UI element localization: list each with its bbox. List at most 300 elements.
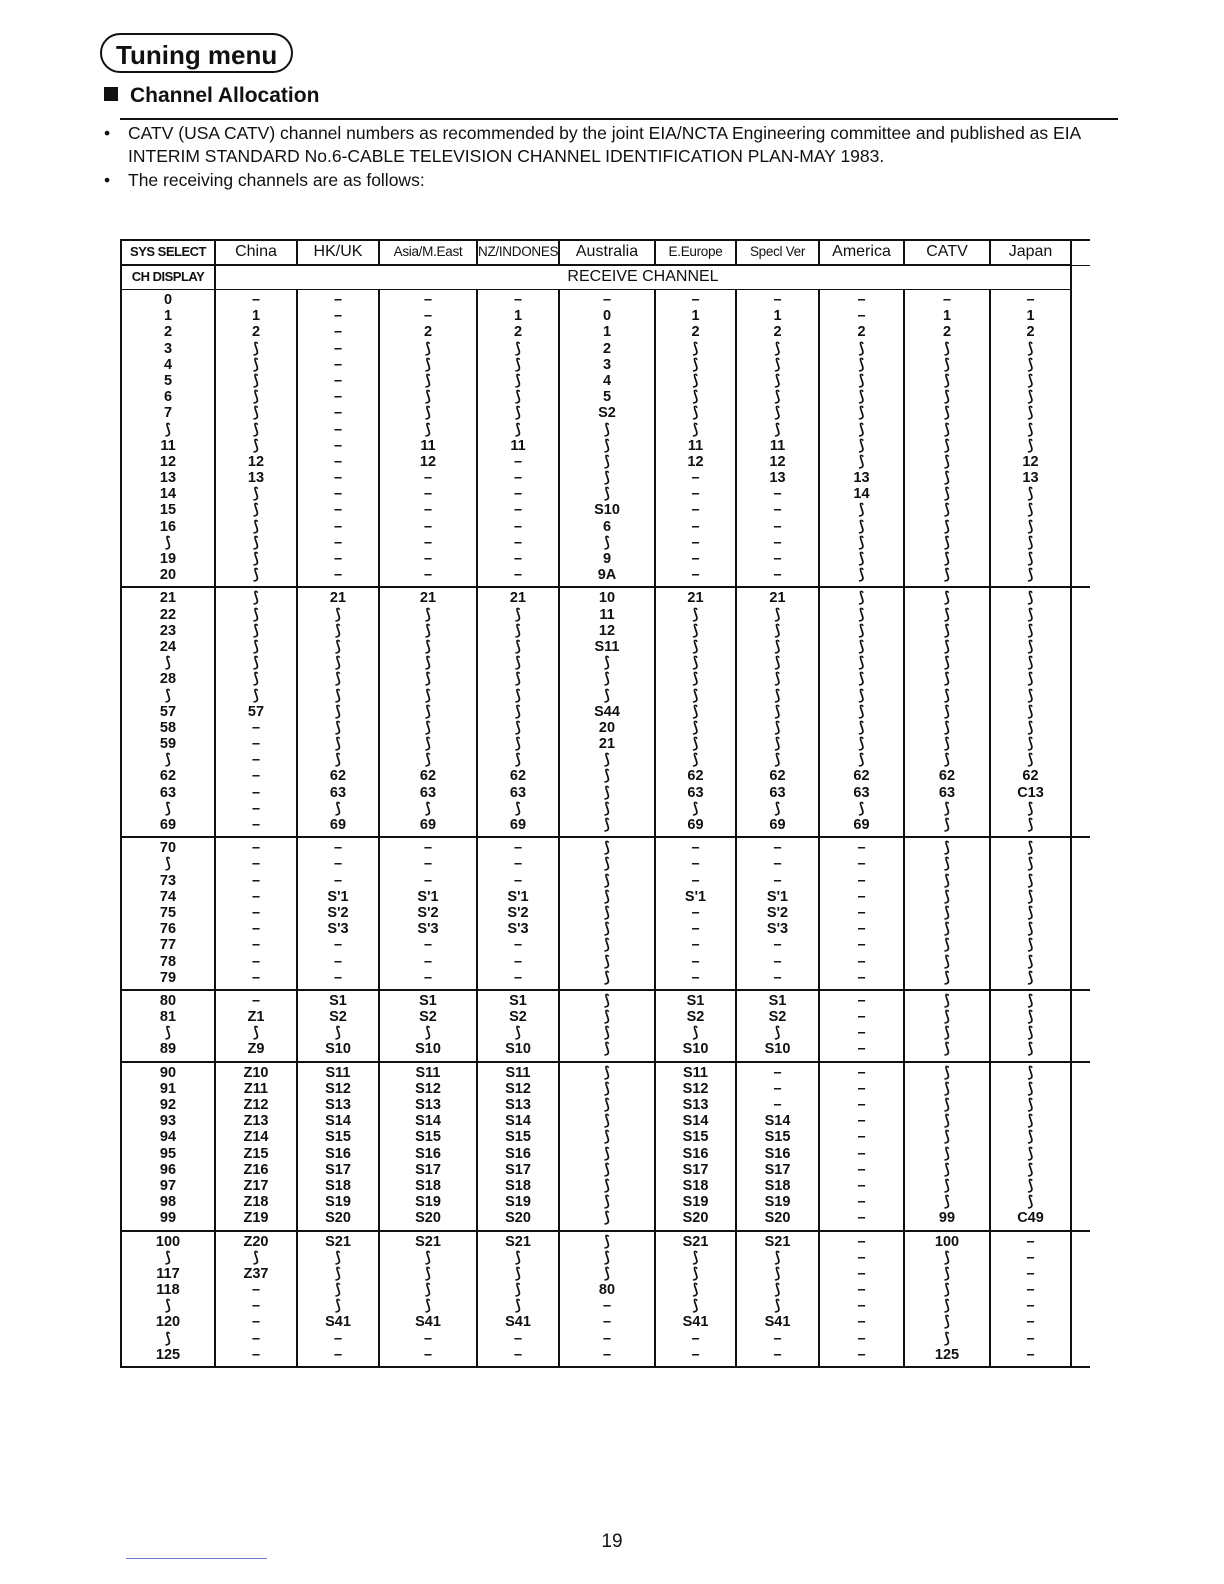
channel-value: –	[773, 567, 782, 584]
channel-value: ⟆	[858, 534, 865, 551]
channel-value: ⟆	[515, 1265, 521, 1282]
channel-value: 22	[159, 606, 177, 623]
ch-display-label: CH DISPLAY	[122, 266, 216, 290]
channel-value: 11	[687, 437, 704, 454]
channel-value: 62	[769, 768, 786, 785]
channel-value: ⟆	[692, 671, 699, 688]
receive-channel-label: RECEIVE CHANNEL	[216, 266, 1072, 290]
channel-value: ⟆	[335, 671, 341, 688]
channel-value: ⟆	[692, 1025, 699, 1042]
channel-value: S'2	[417, 904, 439, 921]
channel-value: 13	[769, 470, 786, 487]
channel-value: ⟆	[515, 703, 521, 720]
channel-value: 11	[599, 606, 615, 623]
channel-value: 97	[159, 1177, 177, 1194]
channel-value: 69	[687, 817, 704, 833]
channel-value: S'1	[507, 888, 529, 905]
table-subheader-row	[120, 265, 1090, 290]
channel-value: ⟆	[604, 671, 610, 688]
channel-value: S18	[682, 1177, 709, 1194]
receive-channel-column	[380, 1232, 478, 1367]
channel-value: ⟆	[1027, 437, 1034, 454]
channel-value: ⟆	[425, 638, 431, 655]
receive-channel-column	[216, 588, 298, 836]
footer-line	[126, 1558, 267, 1559]
receive-channel-column	[216, 290, 298, 586]
channel-value: ⟆	[858, 421, 865, 438]
channel-value: –	[691, 937, 700, 954]
channel-value: S10	[682, 1041, 709, 1058]
channel-value: 80	[598, 1282, 616, 1299]
channel-value: –	[513, 969, 523, 986]
channel-value: ⟆	[858, 405, 865, 422]
channel-value: ⟆	[944, 856, 950, 873]
channel-value: S20	[325, 1210, 351, 1227]
channel-value: S41	[415, 1314, 441, 1331]
channel-value: –	[251, 904, 261, 921]
channel-value: ⟆	[858, 389, 865, 406]
table-header-row	[120, 239, 1090, 265]
channel-value: –	[857, 1041, 866, 1058]
channel-value: ⟆	[604, 437, 610, 454]
channel-value: ⟆	[944, 470, 950, 487]
channel-value: ⟆	[774, 638, 781, 655]
channel-value: –	[773, 953, 782, 970]
channel-value: –	[773, 1346, 782, 1363]
channel-value: ⟆	[165, 655, 171, 672]
receive-channel-column	[216, 1232, 298, 1367]
channel-value: –	[857, 856, 866, 873]
channel-value: –	[251, 736, 261, 753]
channel-value: –	[942, 292, 952, 308]
channel-value: ⟆	[858, 736, 865, 753]
channel-value: S18	[505, 1177, 531, 1194]
channel-value: ⟆	[944, 1161, 950, 1178]
channel-value: 13	[1022, 470, 1039, 487]
channel-value: 12	[769, 453, 786, 470]
channel-value: 1	[773, 308, 782, 325]
channel-value: S44	[594, 703, 620, 720]
channel-value: ⟆	[604, 1129, 610, 1146]
channel-value: S21	[325, 1233, 351, 1250]
channel-value: 1	[1026, 308, 1035, 325]
channel-value: –	[333, 518, 343, 535]
channel-value: ⟆	[692, 736, 699, 753]
channel-value: ⟆	[944, 1298, 950, 1315]
channel-value: ⟆	[253, 486, 259, 503]
channel-value: ⟆	[692, 622, 699, 639]
channel-value: –	[857, 992, 866, 1009]
channel-value: ⟆	[944, 622, 950, 639]
channel-value: –	[691, 953, 700, 970]
channel-value: S15	[415, 1129, 441, 1146]
channel-value: ⟆	[774, 1265, 781, 1282]
channel-value: 1	[163, 308, 173, 325]
channel-value: ⟆	[1027, 1080, 1034, 1097]
channel-value: –	[333, 567, 343, 584]
channel-value: 20	[159, 567, 177, 584]
channel-value: ⟆	[774, 606, 781, 623]
channel-value: ⟆	[604, 784, 610, 801]
channel-value: S41	[764, 1314, 791, 1331]
channel-value: ⟆	[1027, 534, 1034, 551]
channel-value: –	[513, 937, 523, 954]
channel-value: –	[423, 1330, 433, 1347]
channel-value: ⟆	[692, 800, 699, 817]
channel-value: 93	[159, 1113, 177, 1130]
channel-value: ⟆	[335, 1265, 341, 1282]
channel-value: S13	[505, 1097, 531, 1113]
receive-channel-column	[737, 290, 820, 586]
channel-value: S2	[329, 1009, 347, 1026]
channel-value: –	[691, 551, 700, 567]
channel-value: ⟆	[858, 671, 865, 688]
channel-value: –	[333, 421, 343, 438]
channel-value: –	[423, 840, 433, 857]
channel-value: –	[857, 1113, 866, 1130]
channel-value: ⟆	[692, 655, 699, 672]
channel-value: ⟆	[858, 437, 865, 454]
channel-value: –	[251, 752, 261, 769]
channel-value: 12	[687, 453, 704, 470]
channel-value: S'1	[417, 888, 439, 905]
channel-value: ⟆	[774, 340, 781, 357]
channel-value: –	[1026, 1330, 1035, 1347]
channel-value: –	[333, 856, 343, 873]
channel-value: –	[773, 1080, 782, 1097]
channel-value: –	[1026, 1298, 1035, 1315]
channel-value: ⟆	[515, 736, 521, 753]
channel-value: –	[691, 518, 700, 535]
channel-value: –	[602, 1346, 612, 1363]
channel-value: 24	[159, 638, 177, 655]
channel-value: ⟆	[858, 356, 865, 373]
channel-value: 80	[159, 992, 177, 1009]
channel-value: 62	[329, 768, 347, 785]
channel-value: –	[1026, 1282, 1035, 1299]
channel-value: ⟆	[165, 856, 171, 873]
channel-value: ⟆	[165, 1298, 171, 1315]
channel-value: –	[513, 486, 523, 503]
channel-value: ⟆	[944, 703, 950, 720]
channel-value: 21	[509, 590, 527, 607]
channel-value: ⟆	[253, 405, 259, 422]
section-heading	[104, 84, 319, 108]
channel-value: ⟆	[425, 405, 431, 422]
channel-value: –	[773, 840, 782, 857]
channel-value: ⟆	[515, 687, 521, 704]
channel-value: ⟆	[1027, 687, 1034, 704]
channel-value: ⟆	[944, 840, 950, 857]
channel-value: ⟆	[335, 800, 341, 817]
channel-value: –	[423, 486, 433, 503]
sys-select-label: SYS SELECT	[122, 241, 216, 265]
channel-value: 69	[853, 817, 870, 833]
channel-value: –	[1026, 1249, 1035, 1266]
channel-value: ⟆	[253, 340, 259, 357]
channel-value: ⟆	[1027, 937, 1034, 954]
channel-value: ⟆	[515, 1249, 521, 1266]
channel-value: ⟆	[165, 752, 171, 769]
system-header: Japan	[991, 241, 1072, 265]
receive-channel-column	[820, 991, 905, 1061]
channel-value: ⟆	[944, 1314, 950, 1331]
channel-value: ⟆	[944, 453, 950, 470]
channel-value: ⟆	[1027, 904, 1034, 921]
channel-value: S21	[415, 1233, 441, 1250]
channel-value: Z19	[243, 1210, 269, 1227]
channel-value: ⟆	[774, 687, 781, 704]
channel-value: 2	[857, 324, 866, 341]
channel-value: S1	[686, 992, 705, 1009]
channel-value: 11	[160, 437, 176, 454]
channel-allocation-table	[120, 239, 1090, 1368]
channel-value: ⟆	[692, 1282, 699, 1299]
channel-value: ⟆	[1027, 888, 1034, 905]
channel-value: ⟆	[944, 719, 950, 736]
channel-value: ⟆	[944, 1113, 950, 1130]
ch-display-column	[122, 588, 216, 836]
receive-channel-column	[737, 1232, 820, 1367]
section-divider	[120, 118, 1118, 120]
receive-channel-column	[737, 991, 820, 1061]
channel-value: 3	[602, 356, 612, 373]
channel-value: –	[857, 1346, 866, 1363]
channel-value: ⟆	[515, 340, 521, 357]
channel-value: ⟆	[253, 671, 259, 688]
channel-value: –	[857, 1298, 866, 1315]
channel-group	[120, 838, 1090, 991]
channel-value: –	[1026, 1233, 1035, 1250]
channel-value: ⟆	[253, 502, 259, 519]
channel-value: ⟆	[515, 1025, 521, 1042]
channel-value: ⟆	[858, 453, 865, 470]
page-number: 19	[601, 1531, 623, 1552]
channel-value: 2	[1026, 324, 1035, 341]
channel-value: 78	[159, 953, 177, 970]
ch-display-column	[122, 991, 216, 1061]
channel-value: ⟆	[858, 622, 865, 639]
receive-channel-column	[820, 1063, 905, 1230]
channel-value: 100	[934, 1233, 960, 1250]
channel-value: ⟆	[515, 405, 521, 422]
channel-value: ⟆	[515, 638, 521, 655]
channel-value: 14	[159, 486, 177, 503]
channel-value: 70	[159, 840, 177, 857]
channel-value: ⟆	[944, 405, 950, 422]
channel-value: ⟆	[604, 687, 610, 704]
channel-value: 63	[769, 784, 786, 801]
channel-value: ⟆	[944, 1330, 950, 1347]
channel-value: ⟆	[692, 687, 699, 704]
channel-value: ⟆	[944, 969, 950, 986]
channel-value: 58	[159, 719, 177, 736]
channel-value: ⟆	[774, 421, 781, 438]
channel-value: ⟆	[1027, 1177, 1034, 1194]
receive-channel-column	[478, 1232, 560, 1367]
channel-value: –	[251, 840, 261, 857]
channel-value: ⟆	[1027, 1041, 1034, 1058]
channel-value: ⟆	[858, 800, 865, 817]
channel-value: 12	[419, 453, 437, 470]
channel-value: S'3	[417, 921, 439, 938]
channel-value: S1	[329, 992, 347, 1009]
receive-channel-column	[298, 838, 380, 989]
receive-channel-column	[560, 1063, 656, 1230]
channel-value: ⟆	[774, 372, 781, 389]
channel-value: –	[857, 1194, 866, 1211]
channel-value: 9A	[597, 567, 617, 584]
channel-value: 63	[938, 784, 956, 801]
channel-value: ⟆	[335, 719, 341, 736]
receive-channel-column	[560, 1232, 656, 1367]
channel-value: ⟆	[858, 567, 865, 584]
channel-value: –	[773, 969, 782, 986]
channel-value: ⟆	[944, 1177, 950, 1194]
channel-value: S14	[764, 1113, 791, 1130]
channel-value: –	[691, 969, 700, 986]
channel-value: 63	[419, 784, 437, 801]
channel-value: ⟆	[1027, 736, 1034, 753]
channel-value: –	[857, 1314, 866, 1331]
channel-value: ⟆	[604, 840, 610, 857]
system-header: Australia	[560, 241, 656, 265]
channel-value: –	[602, 1298, 612, 1315]
channel-value: ⟆	[1027, 856, 1034, 873]
channel-value: ⟆	[1027, 372, 1034, 389]
channel-value: ⟆	[774, 1249, 781, 1266]
channel-value: 69	[329, 817, 347, 833]
channel-value: ⟆	[425, 687, 431, 704]
channel-value: ⟆	[604, 752, 610, 769]
channel-value: ⟆	[1027, 1145, 1034, 1162]
channel-value: ⟆	[515, 655, 521, 672]
channel-value: ⟆	[692, 703, 699, 720]
channel-value: –	[857, 921, 866, 938]
receive-channel-column	[560, 991, 656, 1061]
channel-value: ⟆	[604, 1041, 610, 1058]
channel-value: ⟆	[858, 606, 865, 623]
channel-value: ⟆	[1027, 1161, 1034, 1178]
channel-value: ⟆	[425, 606, 431, 623]
channel-value: S'2	[327, 904, 349, 921]
channel-value: ⟆	[604, 1177, 610, 1194]
channel-value: S17	[682, 1161, 709, 1178]
receive-channel-column	[298, 290, 380, 586]
channel-value: S21	[764, 1233, 791, 1250]
channel-value: ⟆	[515, 671, 521, 688]
channel-value: ⟆	[604, 470, 610, 487]
channel-value: –	[251, 800, 261, 817]
channel-value: –	[691, 1330, 700, 1347]
channel-value: S19	[682, 1194, 709, 1211]
channel-value: 4	[602, 372, 612, 389]
channel-value: 21	[329, 590, 347, 607]
channel-value: ⟆	[858, 719, 865, 736]
channel-value: ⟆	[604, 937, 610, 954]
receive-channel-column	[478, 290, 560, 586]
channel-value: ⟆	[335, 655, 341, 672]
channel-value: ⟆	[692, 638, 699, 655]
channel-value: ⟆	[858, 372, 865, 389]
channel-value: ⟆	[1027, 703, 1034, 720]
channel-value: ⟆	[944, 486, 950, 503]
channel-value: ⟆	[858, 502, 865, 519]
channel-value: ⟆	[604, 1080, 610, 1097]
channel-value: –	[251, 719, 261, 736]
channel-value: 7	[163, 405, 173, 422]
bullet-list	[104, 122, 1114, 193]
channel-value: ⟆	[944, 888, 950, 905]
channel-value: –	[423, 308, 433, 325]
channel-value: 21	[159, 590, 177, 607]
channel-value: 75	[159, 904, 177, 921]
bullet-item: • The receiving channels are as follows:	[104, 169, 1114, 192]
channel-value: ⟆	[604, 655, 610, 672]
channel-value: ⟆	[692, 389, 699, 406]
channel-value: –	[602, 1314, 612, 1331]
channel-value: ⟆	[425, 356, 431, 373]
channel-value: ⟆	[604, 453, 610, 470]
channel-value: –	[857, 1265, 866, 1282]
channel-value: ⟆	[425, 1249, 431, 1266]
system-header: America	[820, 241, 905, 265]
channel-value: 63	[329, 784, 347, 801]
system-header: NZ/INDONES	[478, 241, 560, 265]
receive-channel-column	[216, 991, 298, 1061]
channel-value: –	[333, 292, 343, 308]
channel-value: ⟆	[692, 421, 699, 438]
channel-value: ⟆	[944, 437, 950, 454]
channel-value: –	[857, 292, 866, 308]
channel-value: –	[857, 308, 866, 325]
ch-display-column	[122, 1232, 216, 1367]
channel-value: ⟆	[253, 590, 259, 607]
channel-value: ⟆	[425, 736, 431, 753]
channel-value: ⟆	[335, 638, 341, 655]
channel-value: S'2	[766, 904, 789, 921]
channel-value: –	[513, 534, 523, 551]
channel-value: ⟆	[1027, 1194, 1034, 1211]
channel-value: ⟆	[604, 969, 610, 986]
channel-value: –	[857, 1129, 866, 1146]
receive-channel-column	[380, 290, 478, 586]
channel-value: Z15	[243, 1145, 269, 1162]
channel-value: –	[513, 453, 523, 470]
system-header: E.Europe	[656, 241, 737, 265]
channel-value: ⟆	[425, 752, 431, 769]
channel-value: S16	[415, 1145, 441, 1162]
channel-value: ⟆	[944, 372, 950, 389]
channel-value: ⟆	[1027, 1025, 1034, 1042]
channel-value: S13	[415, 1097, 441, 1113]
channel-value: 20	[598, 719, 616, 736]
channel-value: S'1	[766, 888, 789, 905]
channel-value: ⟆	[335, 1298, 341, 1315]
system-header: Asia/M.East	[380, 241, 478, 265]
receive-channel-column	[820, 588, 905, 836]
receive-channel-column	[991, 290, 1072, 586]
channel-value: ⟆	[604, 1194, 610, 1211]
channel-value: S19	[325, 1194, 351, 1211]
channel-value: ⟆	[944, 752, 950, 769]
channel-value: –	[423, 872, 433, 889]
channel-value: –	[423, 551, 433, 567]
channel-value: 62	[853, 768, 870, 785]
channel-value: ⟆	[253, 655, 259, 672]
channel-value: ⟆	[944, 421, 950, 438]
channel-value: ⟆	[944, 655, 950, 672]
